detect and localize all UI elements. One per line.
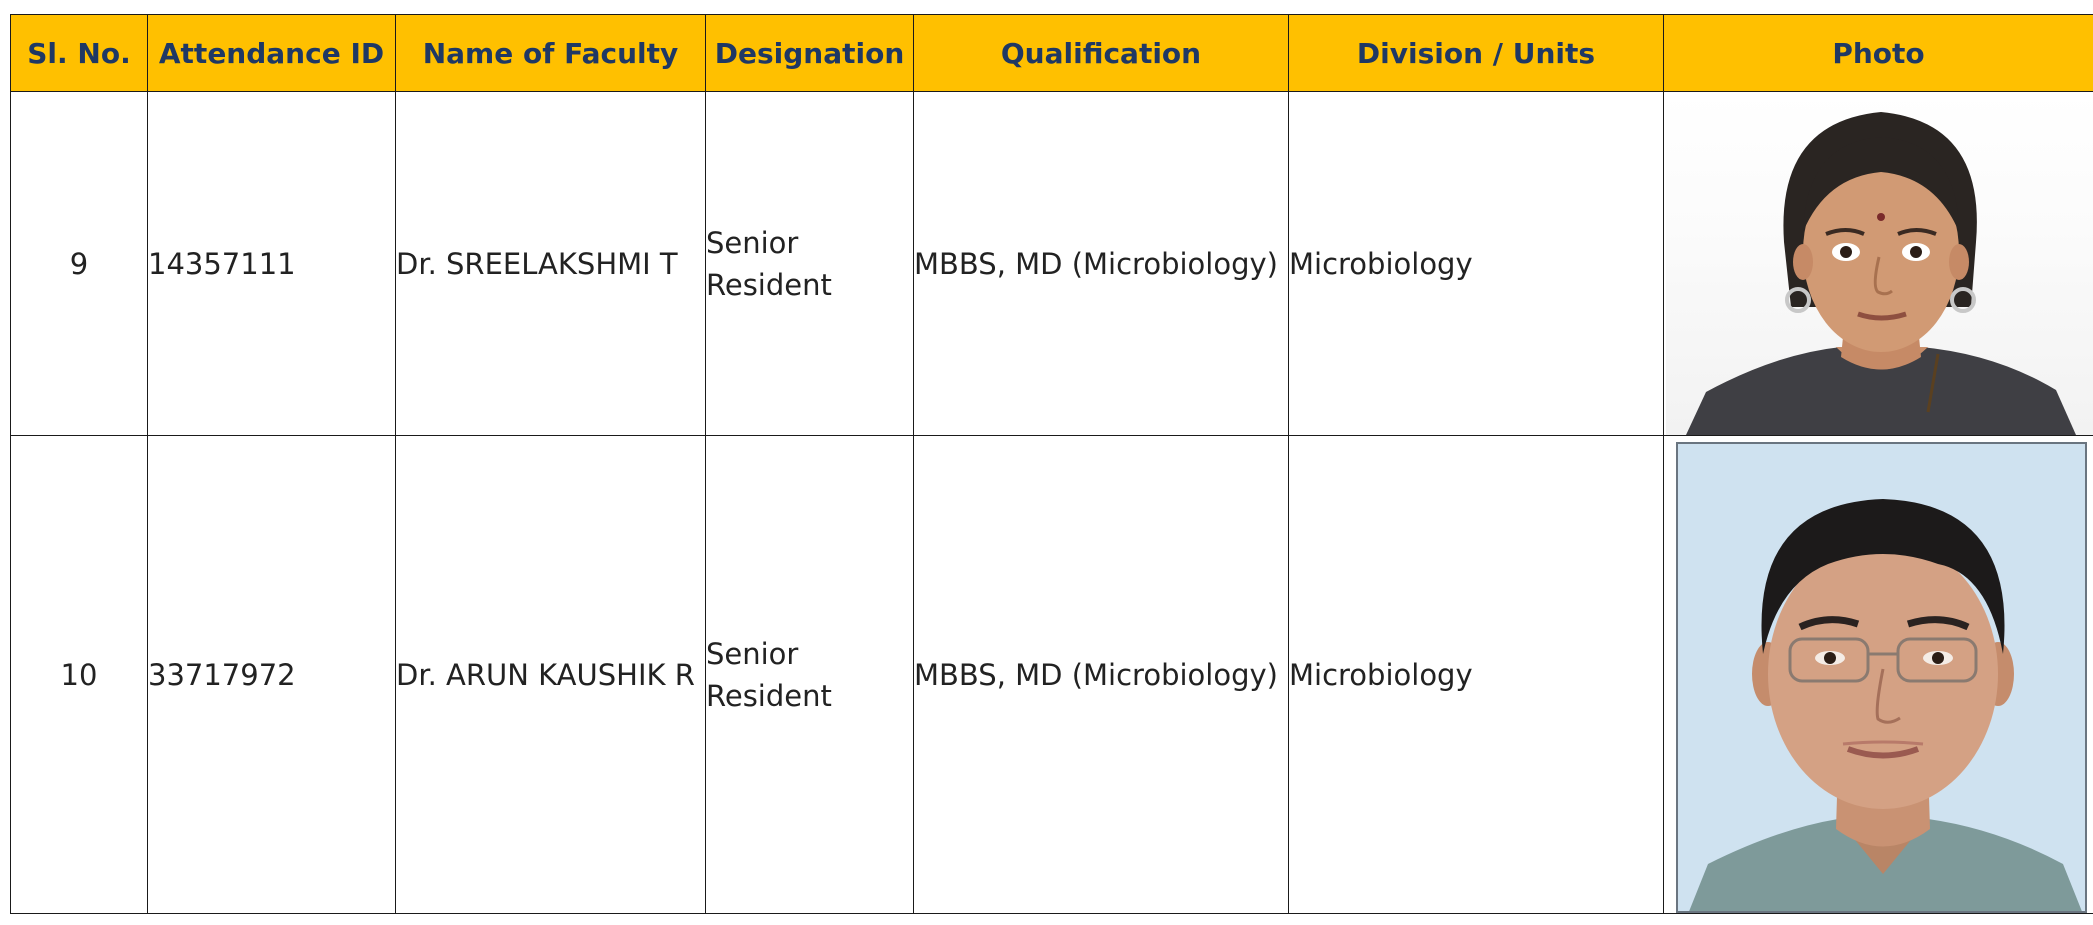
cell-division: Microbiology	[1289, 92, 1664, 436]
table-header-row	[11, 15, 2093, 92]
faculty-table	[10, 14, 2093, 914]
header-qualification: Qualification	[914, 15, 1289, 92]
cell-division: Microbiology	[1289, 436, 1664, 914]
cell-photo	[1664, 436, 2093, 914]
cell-designation: Senior Resident	[706, 92, 914, 436]
table-row	[11, 92, 2093, 436]
table-row	[11, 436, 2093, 914]
header-division-units: Division / Units	[1289, 15, 1664, 92]
header-sl-no: Sl. No.	[11, 15, 148, 92]
portrait-woman-image	[1666, 92, 2093, 435]
header-attendance-id: Attendance ID	[148, 15, 396, 92]
cell-qualification: MBBS, MD (Microbiology)	[914, 436, 1289, 914]
cell-designation: Senior Resident	[706, 436, 914, 914]
portrait-man-image	[1678, 444, 2087, 913]
cell-qualification: MBBS, MD (Microbiology)	[914, 92, 1289, 436]
cell-photo	[1664, 92, 2093, 436]
cell-sl-no: 10	[11, 436, 148, 914]
header-photo: Photo	[1664, 15, 2093, 92]
cell-faculty-name: Dr. SREELAKSHMI T	[396, 92, 706, 436]
cell-attendance-id: 14357111	[148, 92, 396, 436]
faculty-photo	[1676, 442, 2087, 913]
faculty-photo	[1666, 92, 2093, 435]
cell-faculty-name: Dr. ARUN KAUSHIK R	[396, 436, 706, 914]
header-designation: Designation	[706, 15, 914, 92]
header-name-of-faculty: Name of Faculty	[396, 15, 706, 92]
cell-sl-no: 9	[11, 92, 148, 436]
cell-attendance-id: 33717972	[148, 436, 396, 914]
